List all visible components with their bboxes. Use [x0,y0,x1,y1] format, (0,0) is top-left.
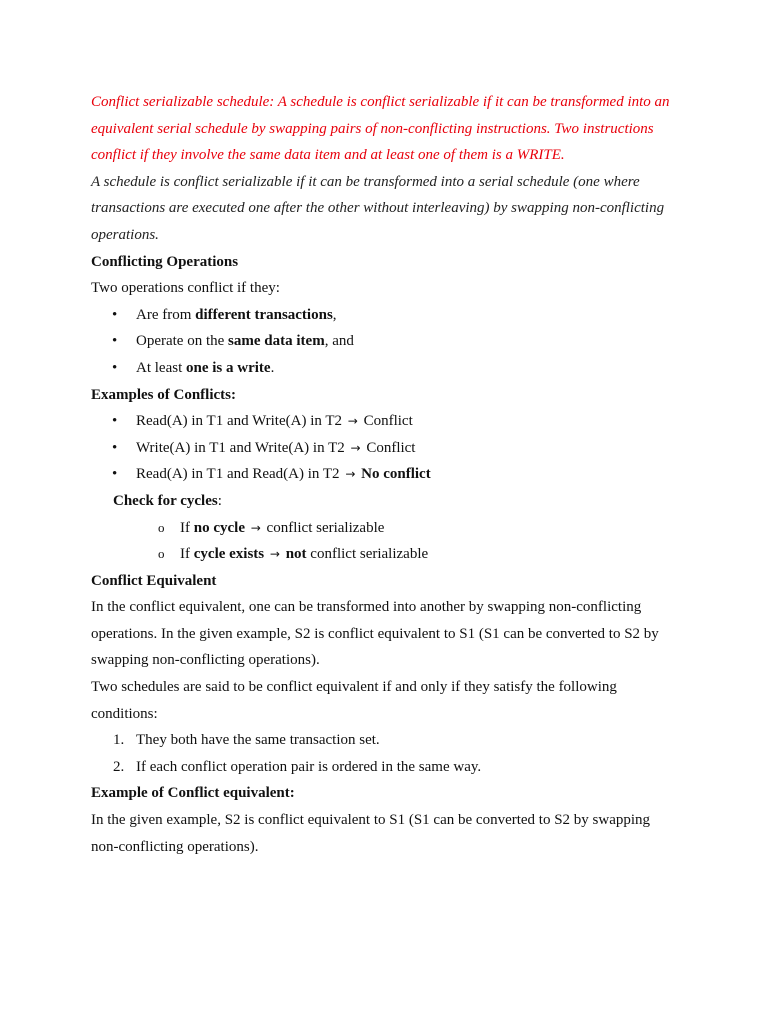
conflict-equivalent-paragraph: In the conflict equivalent, one can be transformed into another by swapping non-conflicting operations. In the given example, S2 is conflict equivalent to S1 (S1 can be converted to S2 by swapping non-conflicting operations). [91,599,659,669]
conflict-equivalent-heading: Conflict Equivalent [91,572,217,589]
conditions-list [91,727,681,780]
right-arrow-icon: → [345,467,356,482]
right-arrow-icon: → [250,520,261,535]
circle-bullet-icon: o [158,519,165,535]
intro-definition-italic: A schedule is conflict serializable if it can be transformed into a serial schedule (one where transactions are executed one after the other without interleaving) by swapping non-conflicting operations. [91,173,665,243]
circle-bullet-icon: o [158,546,165,562]
list-item: • Write(A) in T1 and Write(A) in T2 → Conflict [91,435,681,462]
check-for-cycles-label: Check for cycles: [113,492,222,509]
conflict-conditions-list [91,302,681,382]
conflicting-operations-heading: Conflicting Operations [91,253,239,270]
cycles-list [91,515,681,568]
list-item: • Are from different transactions, [91,302,681,329]
list-item: • At least one is a write. [91,355,681,382]
list-item: • Read(A) in T1 and Write(A) in T2 → Conflict [91,408,681,435]
right-arrow-icon: → [350,440,361,455]
document-body [91,89,681,860]
conflict-equivalent-conditions-lead: Two schedules are said to be conflict equivalent if and only if they satisfy the following conditions: [91,679,617,722]
list-item: • Operate on the same data item, and [91,328,681,355]
right-arrow-icon: → [347,414,358,429]
examples-heading: Examples of Conflicts: [91,386,236,403]
list-item: o If no cycle → conflict serializable [91,515,681,542]
list-item: 1. They both have the same transaction set. [113,732,380,749]
conflicting-operations-lead: Two operations conflict if they: [91,280,280,297]
examples-list [91,408,681,488]
example-equivalent-heading: Example of Conflict equivalent: [91,785,295,802]
right-arrow-icon: → [269,547,280,562]
intro-definition-red: Conflict serializable schedule: A schedule is conflict serializable if it can be transformed into an equivalent serial schedule by swapping pairs of non-conflicting instructions. Two instructions conflict if they involve the same data item and at least one of them is a WRITE. [91,94,670,164]
list-item: 2. If each conflict operation pair is ordered in the same way. [113,758,482,775]
list-item: o If cycle exists → not conflict serializable [91,541,681,568]
example-equivalent-paragraph: In the given example, S2 is conflict equivalent to S1 (S1 can be converted to S2 by swapping non-conflicting operations). [91,812,651,855]
list-item: • Read(A) in T1 and Read(A) in T2 → No conflict [91,461,681,488]
